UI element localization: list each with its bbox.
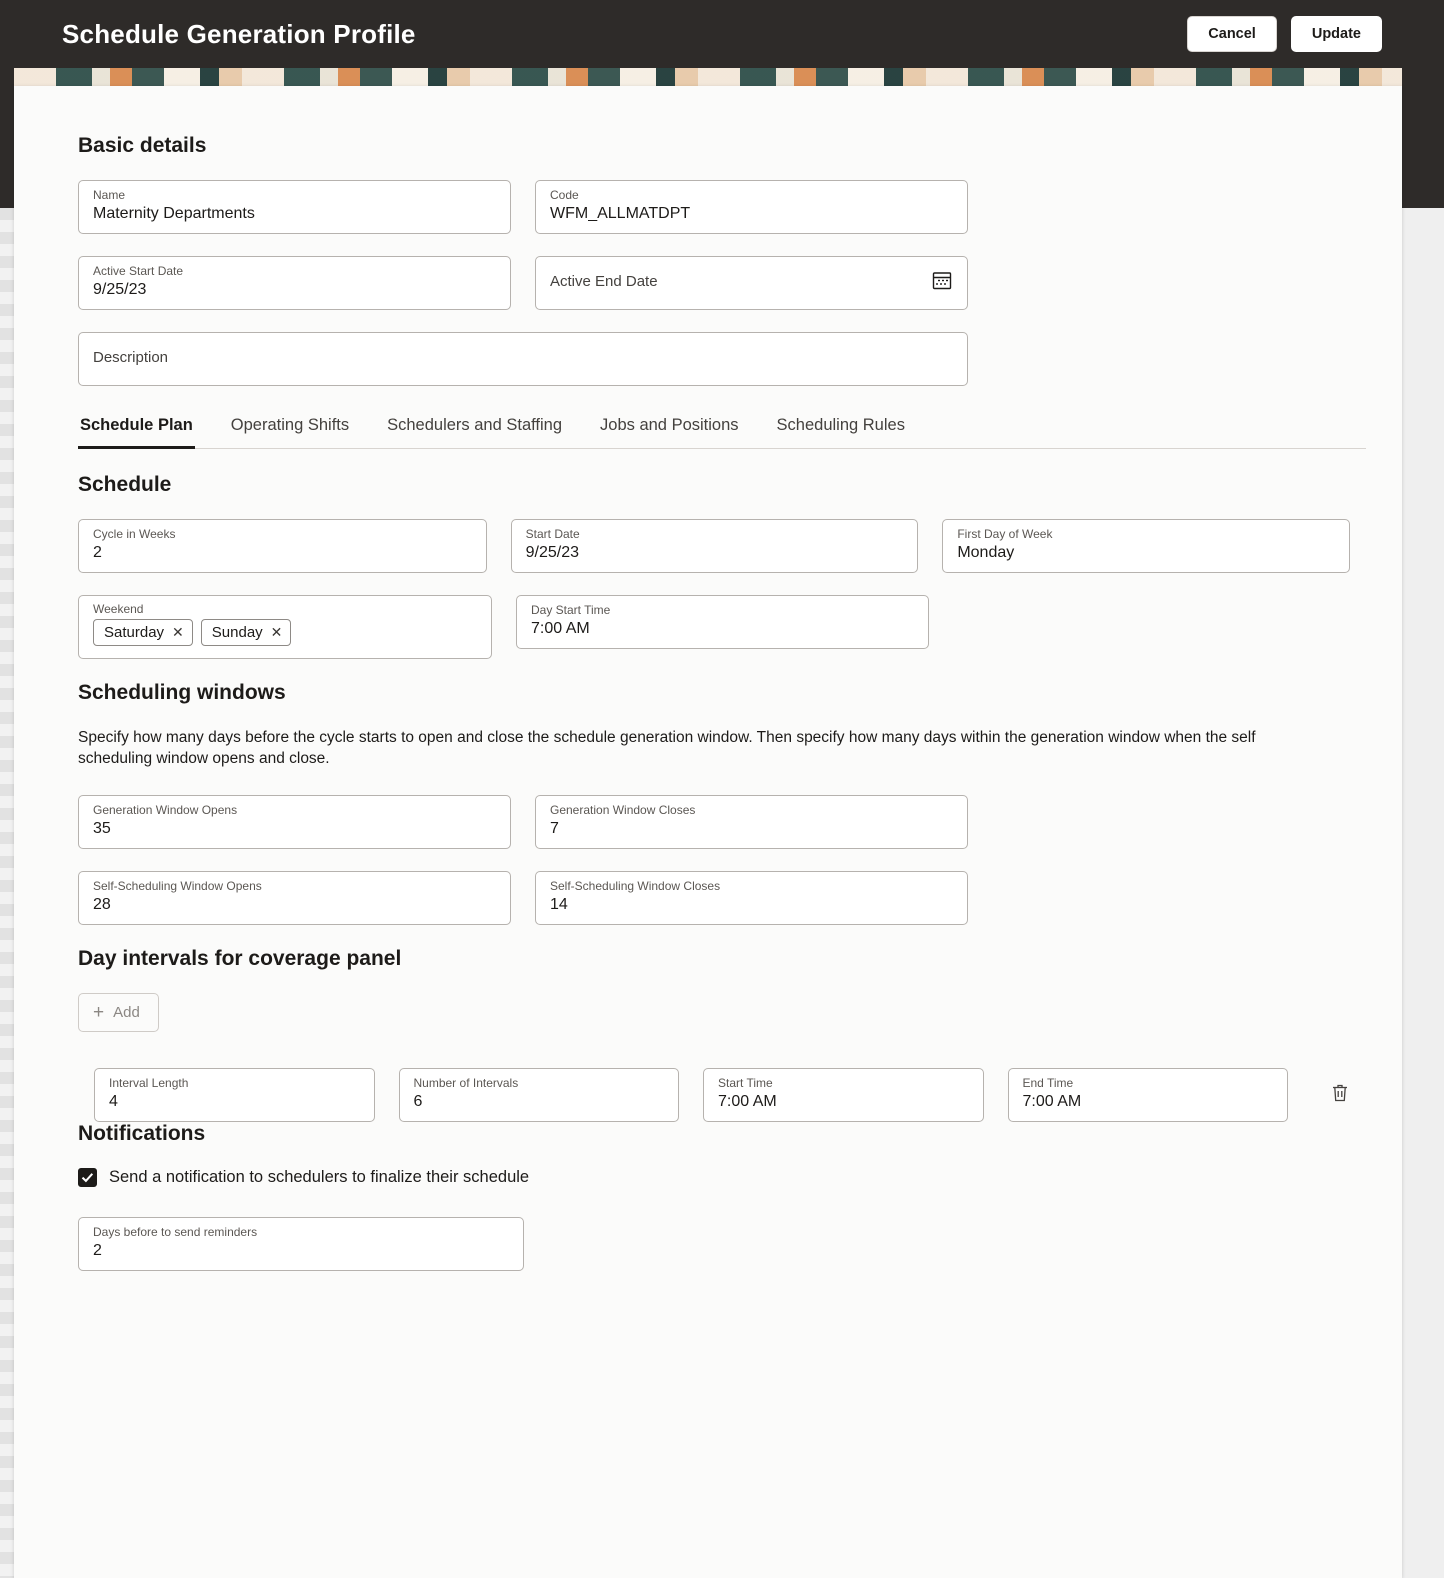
- code-label: Code: [550, 188, 579, 202]
- weekend-chip-saturday-label: Saturday: [104, 624, 165, 641]
- self-scheduling-window-closes-field[interactable]: [535, 871, 968, 925]
- app-header: [0, 0, 1444, 68]
- cycle-in-weeks-label: Cycle in Weeks: [93, 527, 176, 541]
- table-row: [78, 1068, 1350, 1122]
- code-value: WFM_ALLMATDPT: [550, 205, 691, 222]
- number-of-intervals-field[interactable]: [399, 1068, 680, 1122]
- profile-tabs: [78, 416, 1366, 449]
- code-field[interactable]: [535, 180, 968, 234]
- name-label: Name: [93, 188, 126, 202]
- active-start-date-field[interactable]: [78, 256, 511, 310]
- schedule-start-date-field[interactable]: [511, 519, 919, 573]
- description-row: [78, 332, 1350, 386]
- active-end-date-label: Active End Date: [550, 273, 658, 290]
- tab-schedule-plan[interactable]: Schedule Plan: [78, 416, 195, 448]
- notification-checkbox-label: Send a notification to schedulers to finalize their schedule: [109, 1168, 530, 1186]
- name-code-row: [78, 180, 1350, 234]
- active-end-date-field[interactable]: [535, 256, 968, 310]
- close-icon[interactable]: ✕: [270, 624, 283, 640]
- self-scheduling-window-opens-field[interactable]: [78, 871, 511, 925]
- dates-row: [78, 256, 1350, 310]
- generation-window-closes-label: Generation Window Closes: [550, 803, 696, 817]
- cycle-in-weeks-value: 2: [93, 544, 102, 561]
- name-value: Maternity Departments: [93, 205, 255, 222]
- days-before-reminders-value: 2: [93, 1242, 102, 1259]
- schedule-heading: Schedule: [78, 473, 172, 496]
- basic-details-heading: Basic details: [78, 134, 207, 157]
- weekend-chip-sunday-label: Sunday: [211, 624, 263, 641]
- weekend-chip-saturday[interactable]: [93, 619, 193, 646]
- first-day-of-week-field[interactable]: [942, 519, 1350, 573]
- notification-checkbox-row[interactable]: [78, 1168, 1350, 1187]
- days-before-reminders-label: Days before to send reminders: [93, 1225, 258, 1239]
- schedule-row-1: [78, 519, 1350, 573]
- number-of-intervals-label: Number of Intervals: [413, 1076, 519, 1090]
- scheduling-windows-description: Specify how many days before the cycle starts to open and close the schedule generation window. Then specify how many days within the generation window when the self scheduling window opens and close.: [78, 729, 1256, 767]
- cycle-in-weeks-field[interactable]: [78, 519, 487, 573]
- generation-window-closes-value: 7: [550, 820, 559, 837]
- self-scheduling-window-opens-value: 28: [93, 896, 111, 913]
- plus-icon: +: [93, 1001, 105, 1023]
- generation-window-row: [78, 795, 1350, 849]
- tab-jobs-and-positions[interactable]: Jobs and Positions: [600, 416, 739, 434]
- close-icon[interactable]: ✕: [172, 624, 184, 640]
- interval-length-value: 4: [109, 1093, 118, 1110]
- active-start-date-label: Active Start Date: [93, 264, 184, 278]
- tab-operating-shifts[interactable]: Operating Shifts: [230, 416, 350, 434]
- number-of-intervals-value: 6: [413, 1093, 423, 1110]
- interval-end-time-label: End Time: [1022, 1076, 1074, 1090]
- add-interval-button[interactable]: [78, 993, 159, 1032]
- schedule-start-date-value: 9/25/23: [525, 544, 580, 561]
- generation-window-opens-field[interactable]: [78, 795, 511, 849]
- profile-card: [14, 86, 1402, 1578]
- first-day-of-week-label: First Day of Week: [957, 527, 1053, 541]
- schedule-row-2: [78, 595, 1350, 659]
- header-backdrop-right: [1402, 68, 1444, 208]
- header-backdrop-left: [0, 68, 14, 208]
- self-scheduling-window-row: [78, 871, 1350, 925]
- interval-end-time-value: 7:00 AM: [1022, 1093, 1082, 1110]
- first-day-of-week-value: Monday: [957, 544, 1015, 561]
- trash-icon[interactable]: [1330, 1082, 1350, 1109]
- name-field[interactable]: [78, 180, 511, 234]
- day-start-time-field[interactable]: [516, 595, 929, 649]
- day-start-time-value: 7:00 AM: [531, 620, 590, 637]
- days-before-reminders-field[interactable]: [78, 1217, 524, 1271]
- cancel-button[interactable]: Cancel: [1187, 16, 1277, 52]
- self-scheduling-window-closes-value: 14: [550, 896, 568, 913]
- interval-start-time-label: Start Time: [718, 1076, 773, 1090]
- calendar-icon[interactable]: [931, 270, 953, 297]
- day-intervals-heading: Day intervals for coverage panel: [78, 947, 402, 970]
- description-label: Description: [93, 349, 169, 366]
- tab-schedulers-and-staffing[interactable]: Schedulers and Staffing: [387, 416, 563, 434]
- notifications-heading: Notifications: [78, 1122, 206, 1145]
- weekend-field[interactable]: [78, 595, 492, 659]
- interval-length-label: Interval Length: [109, 1076, 189, 1090]
- description-field[interactable]: [78, 332, 968, 386]
- interval-start-time-field[interactable]: [703, 1068, 984, 1122]
- weekend-chips: [93, 619, 481, 646]
- interval-start-time-value: 7:00 AM: [718, 1093, 777, 1110]
- self-scheduling-window-closes-label: Self-Scheduling Window Closes: [550, 879, 721, 893]
- generation-window-opens-value: 35: [93, 820, 111, 837]
- weekend-label: Weekend: [93, 602, 144, 616]
- update-button[interactable]: Update: [1291, 16, 1382, 52]
- active-start-date-value: 9/25/23: [93, 281, 147, 298]
- schedule-start-date-label: Start Date: [525, 527, 580, 541]
- self-scheduling-window-opens-label: Self-Scheduling Window Opens: [93, 879, 262, 893]
- interval-length-field[interactable]: [94, 1068, 375, 1122]
- generation-window-closes-field[interactable]: [535, 795, 968, 849]
- interval-end-time-field[interactable]: [1008, 1068, 1289, 1122]
- page-title: Schedule Generation Profile: [62, 18, 416, 49]
- header-actions: [1187, 16, 1382, 52]
- scheduling-windows-heading: Scheduling windows: [78, 681, 286, 704]
- tab-scheduling-rules[interactable]: Scheduling Rules: [776, 416, 905, 434]
- generation-window-opens-label: Generation Window Opens: [93, 803, 238, 817]
- add-interval-label: Add: [113, 1004, 140, 1021]
- notification-checkbox[interactable]: [78, 1168, 97, 1187]
- day-start-time-label: Day Start Time: [531, 603, 611, 617]
- weekend-chip-sunday[interactable]: [201, 619, 292, 646]
